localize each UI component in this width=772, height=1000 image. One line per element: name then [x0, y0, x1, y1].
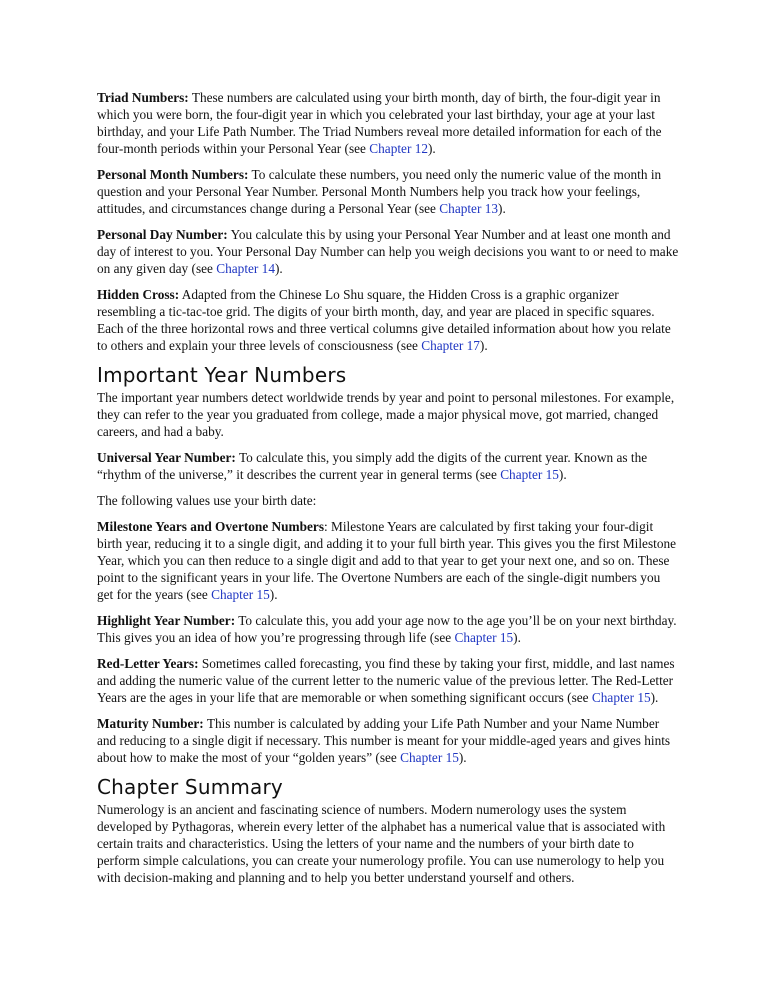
chapter-link[interactable]: Chapter 15	[400, 750, 459, 765]
chapter-link[interactable]: Chapter 15	[454, 630, 514, 645]
triad-numbers-paragraph	[97, 89, 679, 157]
chapter-link[interactable]: Chapter 15	[211, 587, 270, 602]
document-page	[97, 89, 679, 895]
definition-text: These numbers are calculated using your birth month, day of birth, the four-digit year in which you were born, the four-digit year in which you celebrated your last birthday, your age at your last birthday, and your Life Path Number. The Triad Numbers reveal more detailed information for each of the four-month periods within your Personal Year (see	[97, 90, 662, 156]
section-heading-important-year-numbers: Important Year Numbers	[97, 363, 347, 387]
term-label: Maturity Number:	[97, 716, 204, 731]
personal-day-paragraph	[97, 226, 679, 277]
milestone-years-paragraph	[97, 518, 679, 603]
definition-text: To calculate these numbers, you need only the numeric value of the month in question and your Personal Year Number. Personal Month Numbers help you track how your feelings, attitudes, and circumstances change during a Personal Year (see	[97, 167, 662, 216]
chapter-link[interactable]: Chapter 13	[439, 201, 499, 216]
chapter-link[interactable]: Chapter 17	[421, 338, 480, 353]
term-label: Personal Month Numbers:	[97, 167, 249, 182]
term-label: Red-Letter Years:	[97, 656, 199, 671]
definition-tail: ).	[428, 141, 436, 156]
section-heading-chapter-summary: Chapter Summary	[97, 775, 283, 799]
definition-tail: ).	[650, 690, 659, 705]
chapter-link[interactable]: Chapter 15	[500, 467, 559, 482]
hidden-cross-paragraph	[97, 286, 679, 354]
definition-tail: ).	[269, 587, 278, 602]
red-letter-years-paragraph	[97, 655, 679, 706]
personal-month-paragraph	[97, 166, 679, 217]
definition-text: Sometimes called forecasting, you find these by taking your first, middle, and last names and adding the numeric value of the current letter to the numeric value of the previous letter. The Red-Letter Years are the ages in your life that are memorable or when something significant occurs (see	[97, 656, 675, 705]
term-label: Triad Numbers:	[97, 90, 189, 105]
definition-text: This number is calculated by adding your Life Path Number and your Name Number and reducing to a single digit if necessary. This number is meant for your middle-aged years and gives hints about how to make the most of your “golden years” (see	[97, 716, 671, 765]
chapter-link[interactable]: Chapter 15	[591, 690, 651, 705]
definition-text: Adapted from the Chinese Lo Shu square, the Hidden Cross is a graphic organizer resembling a tic-tac-toe grid. The digits of your birth month, day, and year are placed in specific squares. Each of the three horizontal rows and three vertical columns give detailed information about how you relate to others and explain your three levels of consciousness (see	[97, 287, 671, 353]
definition-tail: ).	[458, 750, 467, 765]
chapter-link[interactable]: Chapter 14	[216, 261, 275, 276]
definition-text: : Milestone Years are calculated by first taking your four-digit birth year, reducing it to a single digit, and adding it to your full birth year. This gives you the first Milestone Year, which you can then reduce to a single digit and add to that year to get your next one, and so on. These point to the significant years in your life. The Overtone Numbers are each of the single-digit numbers you get for the years (see	[97, 519, 677, 602]
definition-tail: ).	[479, 338, 488, 353]
definition-tail: ).	[274, 261, 283, 276]
definition-tail: ).	[513, 630, 521, 645]
term-label: Hidden Cross:	[97, 287, 180, 302]
important-year-intro: The important year numbers detect worldwide trends by year and point to personal milestones. For example, they can refer to the year you graduated from college, made a major physical move, got married, changed careers, and had a baby.	[97, 390, 675, 439]
birthdate-note: The following values use your birth date:	[97, 493, 317, 508]
universal-year-paragraph	[97, 449, 679, 483]
chapter-link[interactable]: Chapter 12	[369, 141, 428, 156]
maturity-number-paragraph	[97, 715, 679, 766]
definition-tail: ).	[558, 467, 567, 482]
definition-tail: ).	[498, 201, 506, 216]
definition-text: You calculate this by using your Personal Year Number and at least one month and day of interest to you. Your Personal Day Number can help you weigh decisions you want to or need to make on any given day (see	[97, 227, 679, 276]
definition-text: To calculate this, you simply add the digits of the current year. Known as the “rhythm of the universe,” it describes the current year in general terms (see	[97, 450, 648, 482]
definition-text: To calculate this, you add your age now to the age you’ll be on your next birthday. This gives you an idea of how you’re progressing through life (see	[97, 613, 677, 645]
term-label: Personal Day Number:	[97, 227, 228, 242]
term-label: Universal Year Number:	[97, 450, 236, 465]
term-label: Milestone Years and Overtone Numbers	[97, 519, 325, 534]
chapter-summary-text: Numerology is an ancient and fascinating science of numbers. Modern numerology uses the system developed by Pythagoras, wherein every letter of the alphabet has a numerical value that is associated with certain traits and characteristics. Using the letters of your name and the numbers of your birth date to perform simple calculations, you can create your numerology profile. You can use numerology to help you with decision-making and planning and to help you better understand yourself and others.	[97, 802, 666, 885]
term-label: Highlight Year Number:	[97, 613, 236, 628]
highlight-year-paragraph	[97, 612, 679, 646]
